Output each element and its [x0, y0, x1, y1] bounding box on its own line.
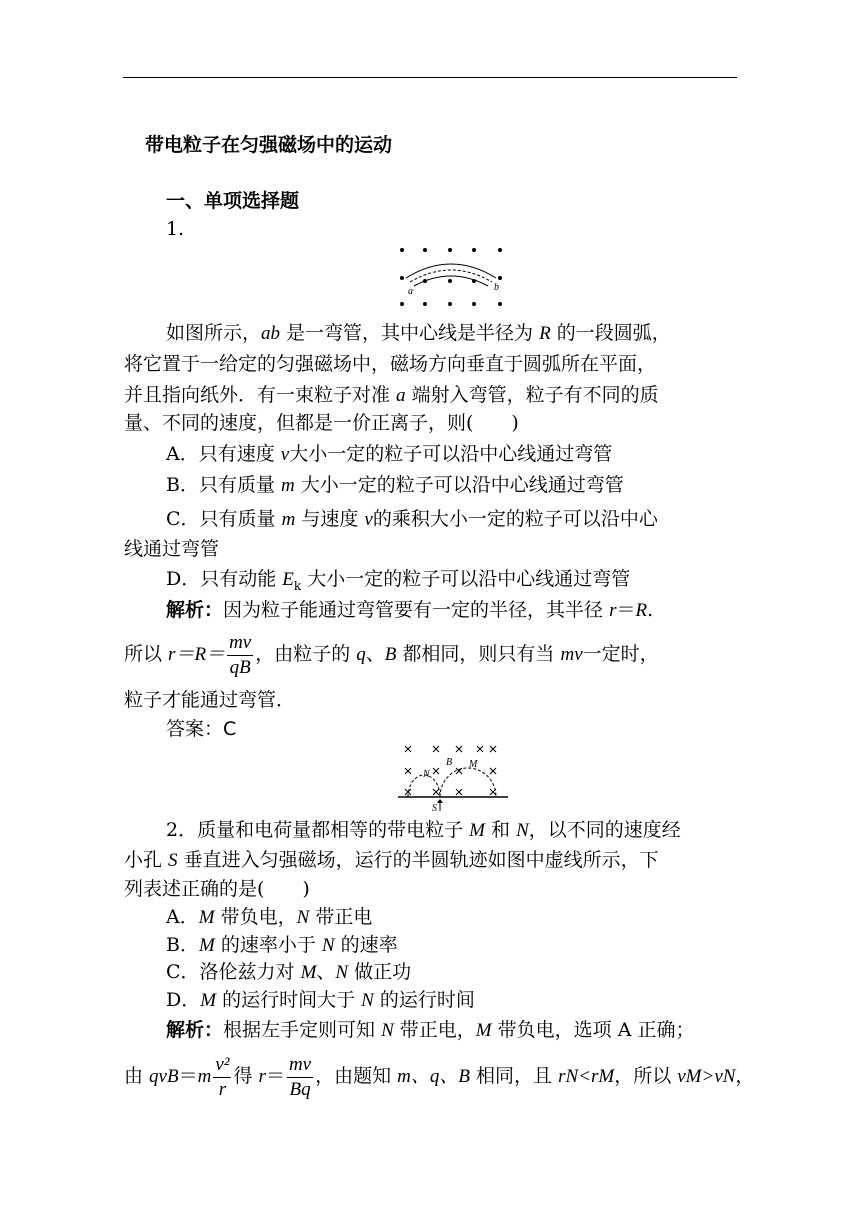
- q2-solution-line1: 解析：根据左手定则可知 N 带正电，M 带负电，选项 A 正确；: [166, 1019, 695, 1041]
- q2-stem-line1: 2．质量和电荷量都相等的带电粒子 M 和 N，以不同的速度经: [166, 819, 681, 841]
- q2-option-d[interactable]: D．M 的运行时间大于 N 的运行时间: [166, 989, 475, 1011]
- label-B: B: [446, 757, 453, 768]
- q1-option-c-cont: 线通过弯管: [124, 538, 220, 560]
- q2-solution-line2: 由 qvB＝m $\frac{\text{v²}}{r}$ 得 r＝ $\frac{mv}{Bq}$ ，由题知 m、q、B 相同，且 rN<rM，所以 vM>vN，: [124, 1053, 755, 1100]
- q1-stem-line3: 并且指向纸外．有一束粒子对准 a 端射入弯管，粒子有不同的质: [124, 384, 659, 406]
- fraction-mv-qB: $\frac{mv}{qB}$: [229, 631, 252, 678]
- field-crosses: [405, 746, 496, 795]
- label-a: a: [408, 286, 413, 297]
- semicircle-trajectory-figure: [396, 741, 510, 813]
- label-S: S: [432, 803, 437, 813]
- q1-stem-line1: 如图所示，ab 是一弯管，其中心线是半径为 R 的一段圆弧，: [166, 322, 671, 344]
- q1-option-c[interactable]: C．只有质量 m 与速度 v的乘积大小一定的粒子可以沿中心: [166, 508, 658, 530]
- label-b: b: [494, 282, 499, 293]
- q1-answer: 答案：C: [166, 718, 237, 740]
- trajectory-M: [440, 768, 496, 797]
- fraction-v2-r: $\frac{\text{v²}}{r}$: [215, 1053, 230, 1100]
- section-heading: 一、单项选择题: [166, 190, 300, 212]
- question-number: 1.: [166, 218, 185, 240]
- q2-stem-line3: 列表述正确的是( ): [124, 878, 310, 900]
- q1-stem-line2: 将它置于一给定的匀强磁场中，磁场方向垂直于圆弧所在平面，: [124, 353, 657, 375]
- q1-option-d[interactable]: D．只有动能 $E_k$ 大小一定的粒子可以沿中心线通过弯管: [166, 568, 631, 593]
- q2-option-b[interactable]: B．M 的速率小于 N 的速率: [166, 934, 398, 956]
- label-N: N: [423, 769, 430, 780]
- q1-option-a[interactable]: A．只有速度 v大小一定的粒子可以沿中心线通过弯管: [166, 443, 613, 465]
- fraction-mv-Bq: $\frac{mv}{Bq}$: [288, 1053, 312, 1100]
- field-dots: [400, 248, 502, 306]
- q2-option-c[interactable]: C．洛伦兹力对 M、N 做正功: [166, 961, 412, 983]
- q2-option-a[interactable]: A．M 带负电，N 带正电: [166, 906, 373, 928]
- q1-solution-line1: 解析：因为粒子能通过弯管要有一定的半径，其半径 r＝R.: [166, 599, 654, 621]
- q1-solution-line2: 所以 r＝R＝ $\frac{mv}{qB}$ ，由粒子的 q、B 都相同，则只有当 mv一定时，: [124, 631, 659, 678]
- header-rule: [123, 77, 737, 78]
- page-title: 带电粒子在匀强磁场中的运动: [145, 134, 393, 156]
- q1-solution-line3: 粒子才能通过弯管．: [124, 689, 296, 711]
- label-M: M: [469, 759, 478, 770]
- q2-stem-line2: 小孔 S 垂直进入匀强磁场，运行的半圆轨迹如图中虚线所示，下: [124, 849, 659, 871]
- curved-tube-figure: [390, 244, 514, 310]
- entry-arrowhead: [437, 799, 443, 803]
- q1-stem-line4: 量、不同的速度，但都是一价正离子，则( ): [124, 412, 519, 434]
- q1-option-b[interactable]: B．只有质量 m 大小一定的粒子可以沿中心线通过弯管: [166, 474, 624, 496]
